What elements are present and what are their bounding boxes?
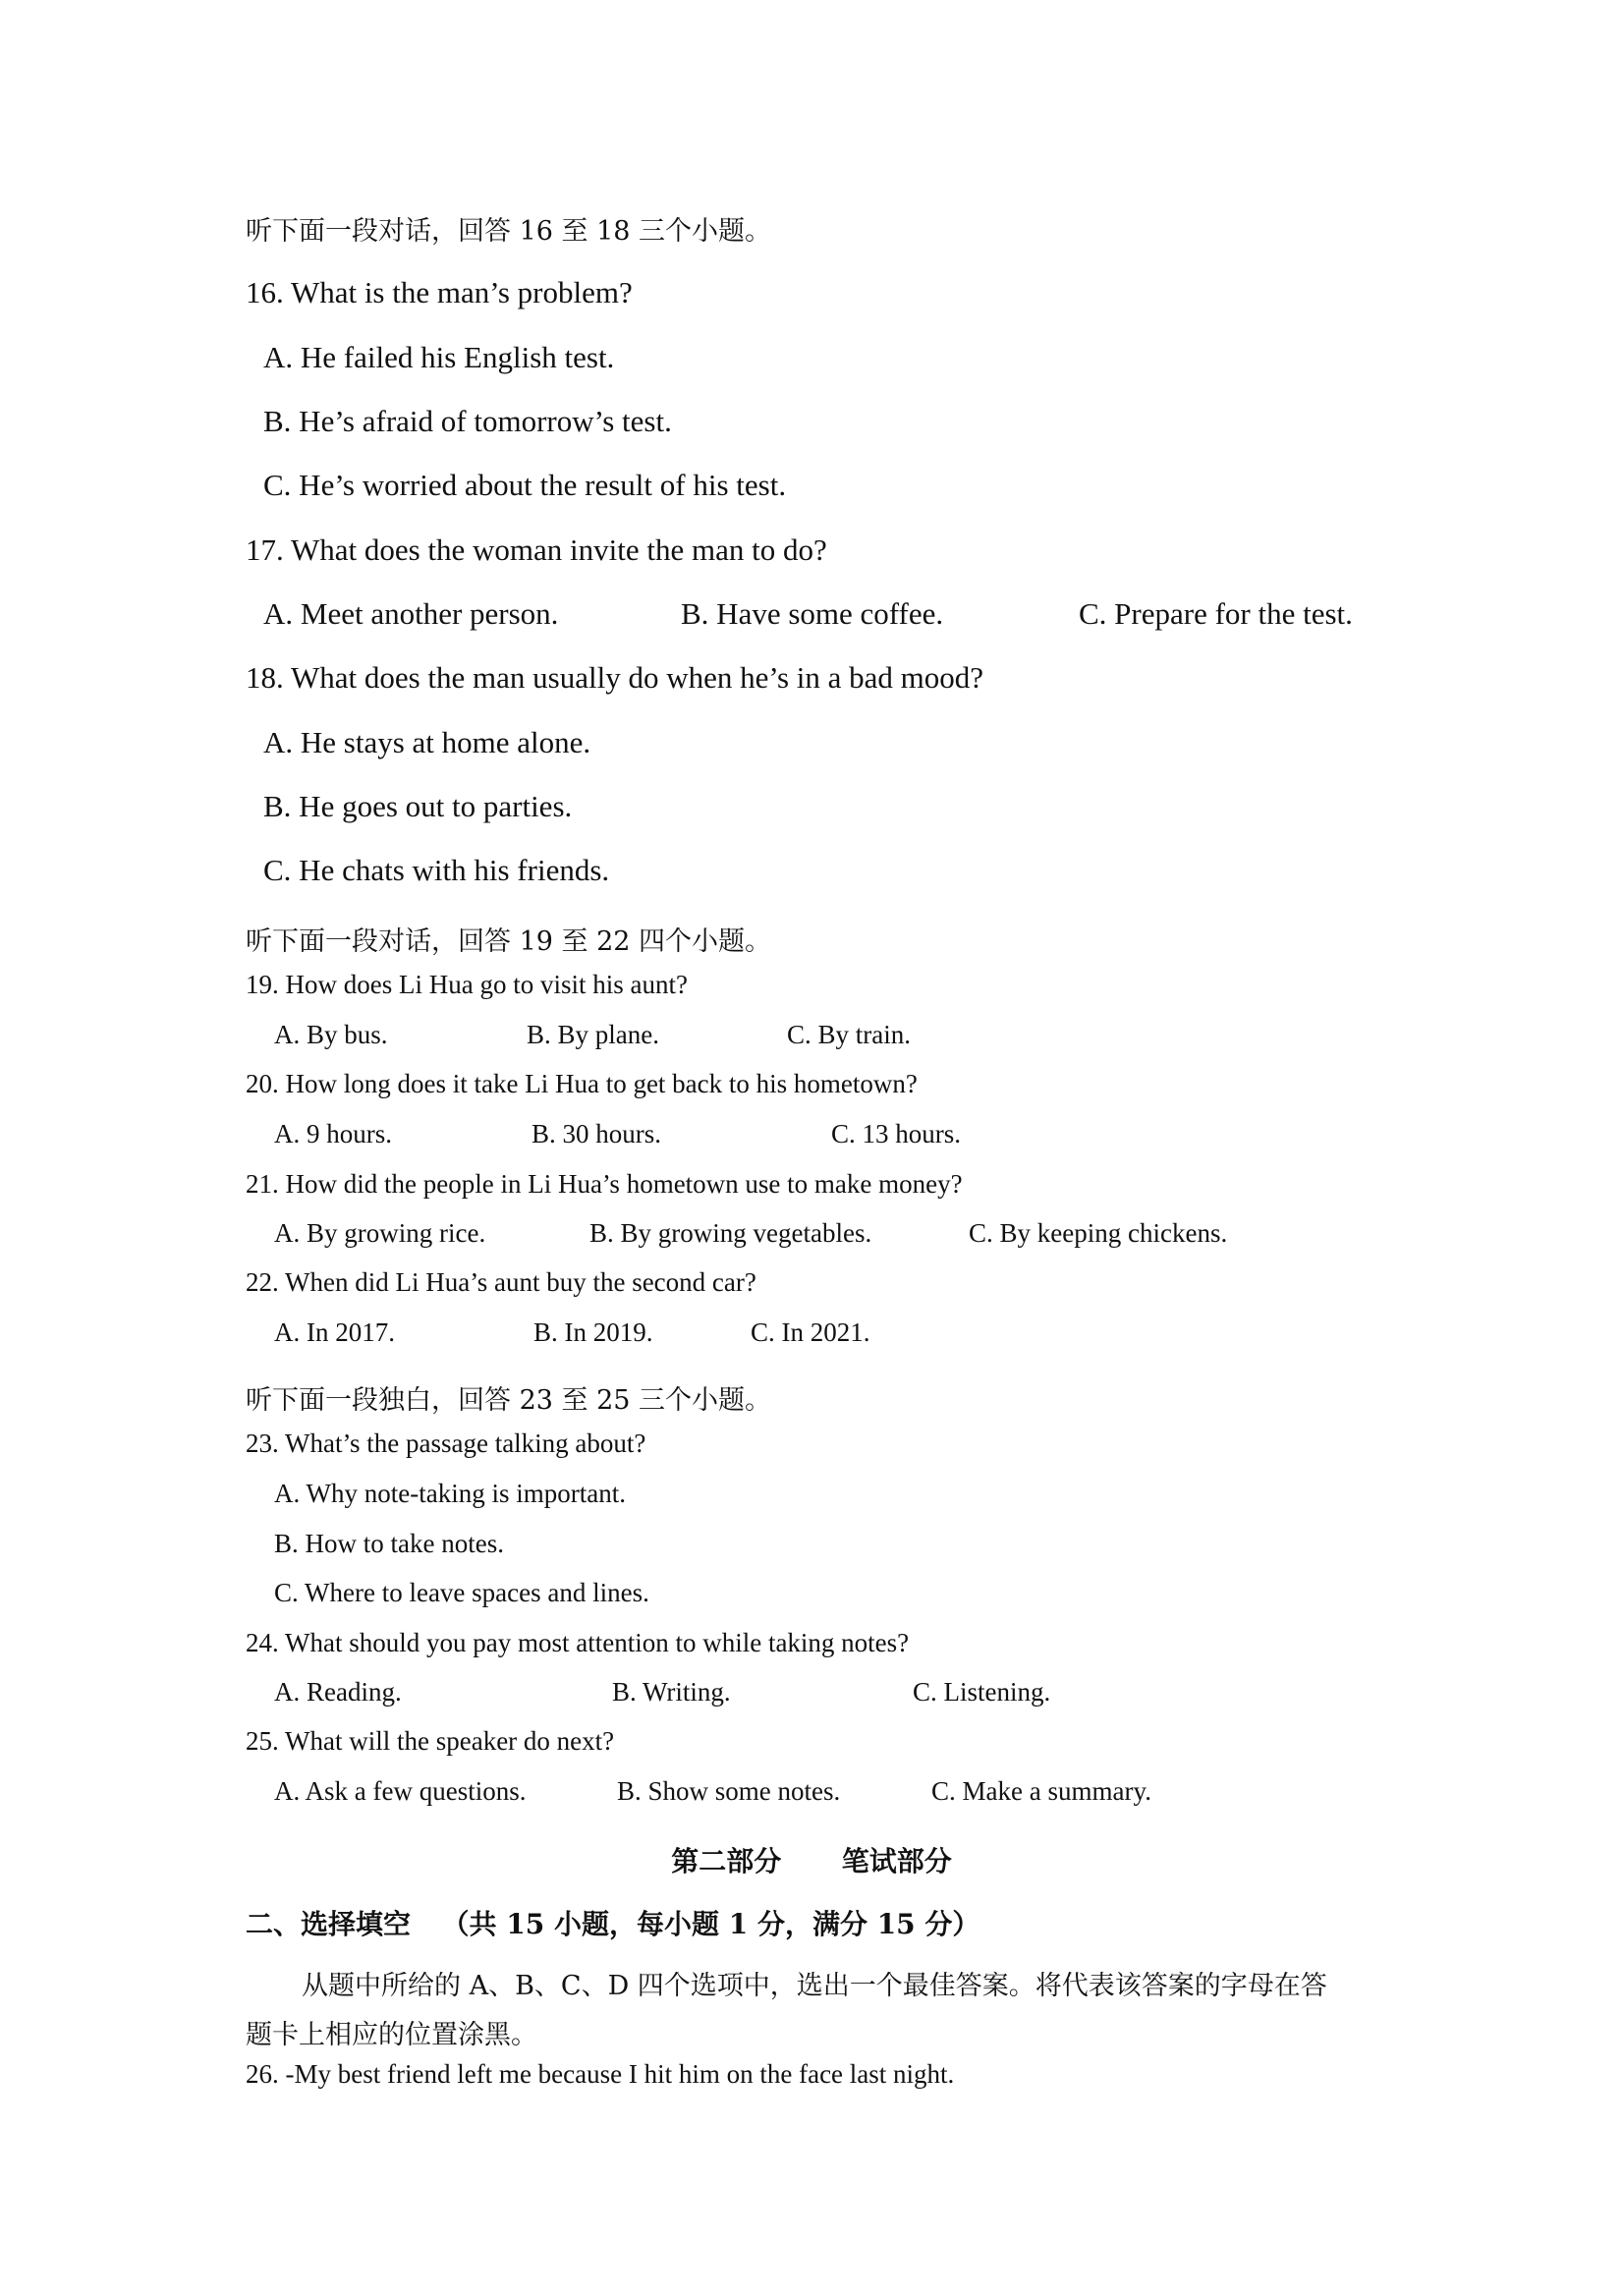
q16-option-a: A. He failed his English test. <box>263 340 615 374</box>
q16-option-b: B. He’s afraid of tomorrow’s test. <box>263 404 672 438</box>
q23-option-b: B. How to take notes. <box>274 1529 504 1558</box>
q19-option-c: C. By train. <box>787 1020 911 1049</box>
question-23: 23. What’s the passage talking about? <box>246 1428 646 1458</box>
q21-option-b: B. By growing vegetables. <box>589 1218 872 1248</box>
q16-option-c: C. He’s worried about the result of his test. <box>263 468 787 502</box>
part-two-title-left: 第二部分 <box>671 1845 782 1877</box>
q23-option-c: C. Where to leave spaces and lines. <box>274 1578 649 1607</box>
q18-option-b: B. He goes out to parties. <box>263 789 573 823</box>
q24-option-a: A. Reading. <box>274 1677 402 1707</box>
instruction-19-22: 听下面一段对话，回答 19 至 22 四个小题。 <box>246 926 772 957</box>
q22-option-c: C. In 2021. <box>751 1317 870 1347</box>
q19-option-a: A. By bus. <box>274 1020 388 1049</box>
q17-option-c: C. Prepare for the test. <box>1079 596 1353 631</box>
section-heading-row <box>246 1903 979 1942</box>
q24-option-b: B. Writing. <box>612 1677 731 1707</box>
question-24: 24. What should you pay most attention to while taking notes? <box>246 1628 910 1657</box>
q24-option-c: C. Listening. <box>913 1677 1051 1707</box>
q20-option-c: C. 13 hours. <box>831 1119 962 1148</box>
q18-option-a: A. He stays at home alone. <box>263 725 591 759</box>
q25-option-b: B. Show some notes. <box>617 1776 841 1806</box>
directions-line-1: 从题中所给的 A、B、C、D 四个选项中，选出一个最佳答案。将代表该答案的字母在答 <box>302 1971 1327 2001</box>
question-19: 19. How does Li Hua go to visit his aunt? <box>246 970 688 999</box>
q21-option-a: A. By growing rice. <box>274 1218 486 1248</box>
instruction-16-18: 听下面一段对话，回答 16 至 18 三个小题。 <box>246 216 772 247</box>
question-21: 21. How did the people in Li Hua’s hometown use to make money? <box>246 1169 963 1199</box>
q20-option-b: B. 30 hours. <box>532 1119 662 1148</box>
question-16: 16. What is the man’s problem? <box>246 275 633 309</box>
question-18: 18. What does the man usually do when he’s in a bad mood? <box>246 660 984 695</box>
question-26: 26. -My best friend left me because I hit him on the face last night. <box>246 2059 955 2089</box>
q25-option-c: C. Make a summary. <box>931 1776 1151 1806</box>
question-22: 22. When did Li Hua’s aunt buy the second car? <box>246 1267 756 1297</box>
section-note: （共 15 小题，每小题 1 分，满分 15 分） <box>441 1908 980 1940</box>
directions-line-2: 题卡上相应的位置涂黑。 <box>246 2020 537 2050</box>
instruction-23-25: 听下面一段独白，回答 23 至 25 三个小题。 <box>246 1385 772 1416</box>
question-25: 25. What will the speaker do next? <box>246 1726 615 1756</box>
q22-option-b: B. In 2019. <box>533 1317 653 1347</box>
q21-option-c: C. By keeping chickens. <box>969 1218 1228 1248</box>
section-heading: 二、选择填空 <box>246 1908 412 1940</box>
q18-option-c: C. He chats with his friends. <box>263 853 610 887</box>
q17-option-b: B. Have some coffee. <box>681 596 944 631</box>
q19-option-b: B. By plane. <box>527 1020 659 1049</box>
q17-option-a: A. Meet another person. <box>263 596 559 631</box>
question-20: 20. How long does it take Li Hua to get back to his hometown? <box>246 1069 918 1098</box>
part-two-title <box>0 1840 1623 1879</box>
q25-option-a: A. Ask a few questions. <box>274 1776 527 1806</box>
q23-option-a: A. Why note-taking is important. <box>274 1479 626 1508</box>
question-17: 17. What does the woman invite the man to do? <box>246 532 827 567</box>
q22-option-a: A. In 2017. <box>274 1317 395 1347</box>
part-two-title-right: 笔试部分 <box>841 1845 952 1877</box>
q20-option-a: A. 9 hours. <box>274 1119 392 1148</box>
